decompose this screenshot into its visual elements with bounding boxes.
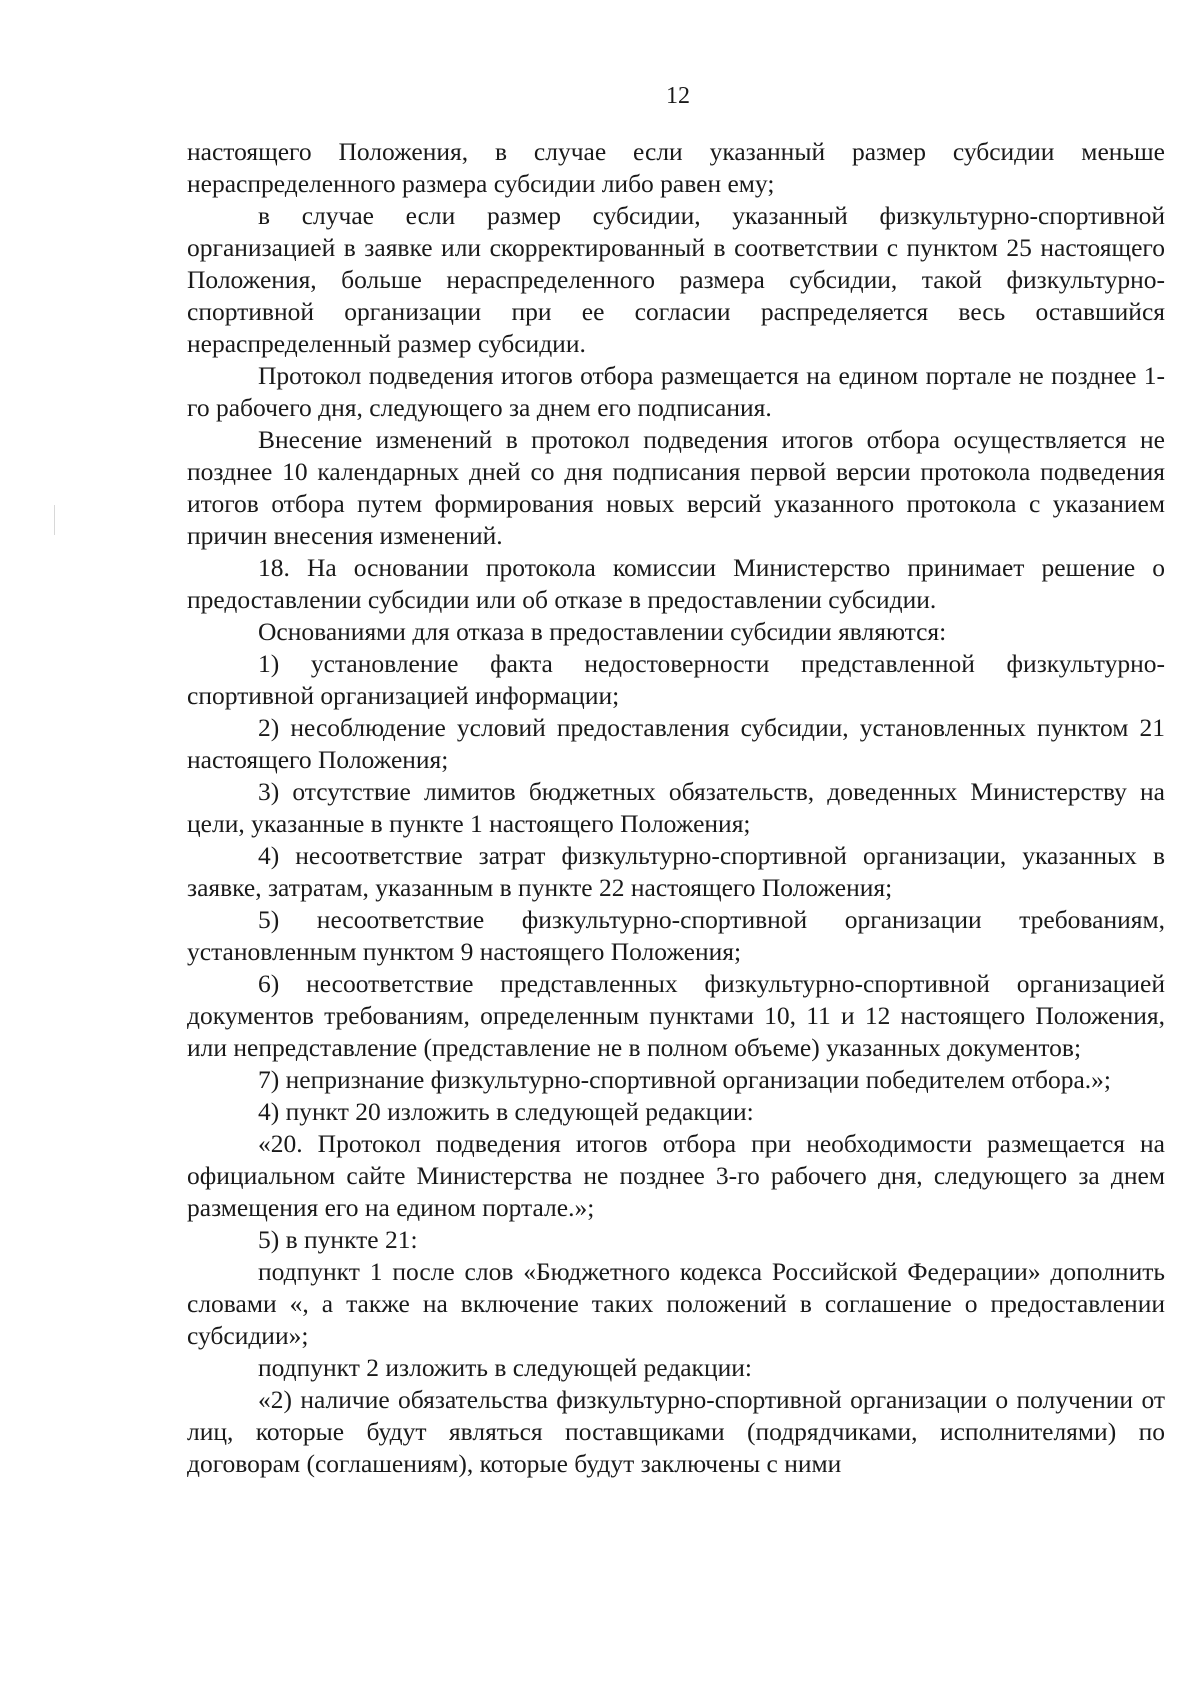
list-item: 7) непризнание физкультурно-спортивной организации победителем отбора.»; — [258, 1065, 1111, 1094]
scan-margin-mark — [54, 505, 55, 535]
list-item: 4) несоответствие затрат физкультурно-спортивной организации, указанных в заявке, затратам, указанным в пункте 22 настоящего Положения; — [187, 841, 1165, 902]
paragraph: Основаниями для отказа в предоставлении субсидии являются: — [258, 617, 947, 646]
paragraph: настоящего Положения, в случае если указанный размер субсидии меньше нераспределенного размера субсидии либо равен ему; — [187, 137, 1165, 198]
list-item: 6) несоответствие представленных физкультурно-спортивной организацией документов требованиям, определенным пунктами 10, 11 и 12 настоящего Положения, или непредставление (представление не в полном объеме) указанных документов; — [187, 969, 1165, 1062]
paragraph: 5) в пункте 21: — [258, 1225, 418, 1254]
paragraph: 4) пункт 20 изложить в следующей редакции: — [258, 1097, 754, 1126]
paragraph: «2) наличие обязательства физкультурно-спортивной организации о получении от лиц, которые будут являться поставщиками (подрядчиками, исполнителями) по договорам (соглашениям), которые будут заключены с ними — [187, 1385, 1165, 1478]
list-item: 1) установление факта недостоверности представленной физкультурно-спортивной организацией информации; — [187, 649, 1165, 710]
list-item: 3) отсутствие лимитов бюджетных обязательств, доведенных Министерству на цели, указанные в пункте 1 настоящего Положения; — [187, 777, 1165, 838]
paragraph: в случае если размер субсидии, указанный физкультурно-спортивной организацией в заявке или скорректированный в соответствии с пунктом 25 настоящего Положения, больше нераспределенного размера субсидии, такой физкультурно-спортивной организации при ее согласии распределяется весь оставшийся нераспределенный размер субсидии. — [187, 201, 1165, 358]
paragraph: подпункт 1 после слов «Бюджетного кодекса Российской Федерации» дополнить словами «, а также на включение таких положений в соглашение о предоставлении субсидии»; — [187, 1257, 1165, 1350]
paragraph: «20. Протокол подведения итогов отбора при необходимости размещается на официальном сайте Министерства не позднее 3-го рабочего дня, следующего за днем размещения его на едином портале.»; — [187, 1129, 1165, 1222]
page-number: 12 — [666, 83, 690, 109]
paragraph: подпункт 2 изложить в следующей редакции: — [258, 1353, 752, 1382]
document-body — [187, 136, 1165, 1480]
list-item: 5) несоответствие физкультурно-спортивной организации требованиям, установленным пунктом 9 настоящего Положения; — [187, 905, 1165, 966]
list-item: 2) несоблюдение условий предоставления субсидии, установленных пунктом 21 настоящего Положения; — [187, 713, 1165, 774]
paragraph: Протокол подведения итогов отбора размещается на едином портале не позднее 1-го рабочего дня, следующего за днем его подписания. — [187, 361, 1165, 422]
paragraph: 18. На основании протокола комиссии Министерство принимает решение о предоставлении субсидии или об отказе в предоставлении субсидии. — [187, 553, 1165, 614]
paragraph: Внесение изменений в протокол подведения итогов отбора осуществляется не позднее 10 календарных дней со дня подписания первой версии протокола подведения итогов отбора путем формирования новых версий указанного протокола с указанием причин внесения изменений. — [187, 425, 1165, 550]
